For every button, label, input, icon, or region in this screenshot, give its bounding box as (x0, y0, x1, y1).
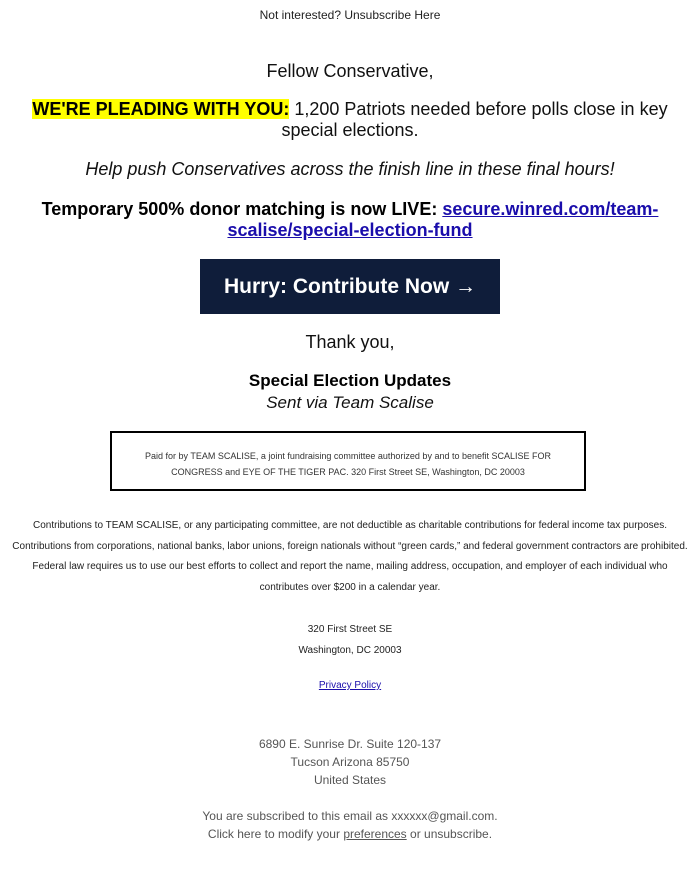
mailing-address-line-1: 6890 E. Sunrise Dr. Suite 120-137 (258, 737, 442, 751)
mailing-address (0, 735, 700, 789)
legal-disclaimer: Contributions to TEAM SCALISE, or any participating committee, are not deductible as charitable contributions for federal income tax purposes. Contributions from corporations, national banks, labor unions, foreign nationals without “green cards,” and federal government contractors are prohibited. Federal law requires us to use our best efforts to collect and report the name, mailing address, occupation, and employer of each individual who contributes over $200 in a calendar year. (12, 520, 688, 593)
privacy-policy-link[interactable]: Privacy Policy (318, 680, 382, 691)
matching-text: Temporary 500% donor matching is now LIVE: (41, 199, 443, 219)
committee-address (0, 619, 700, 661)
mailing-address-line-3: United States (313, 773, 387, 787)
paid-for-text: Paid for by TEAM SCALISE, a joint fundraising committee authorized by and to benefit SCALISE FOR CONGRESS and EYE OF THE TIGER PAC. 320 First Street SE, Washington, DC 20003 (144, 451, 552, 477)
modify-prefix: Click here to modify your (207, 827, 344, 841)
thanks-text: Thank you, (305, 332, 395, 352)
mailing-address-line-2: Tucson Arizona 85750 (290, 755, 410, 769)
subscribed-text: You are subscribed to this email as xxxxxx@gmail.com. (202, 809, 498, 823)
plea-highlight: WE'RE PLEADING WITH YOU: (32, 99, 290, 119)
signature-subtitle: Sent via Team Scalise (266, 393, 434, 412)
address-line-2: Washington, DC 20003 (298, 645, 402, 656)
plea-paragraph (20, 99, 680, 141)
signature-title: Special Election Updates (248, 371, 452, 390)
preferences-link[interactable]: preferences (343, 827, 407, 841)
modify-preferences-line (0, 825, 700, 843)
plea-text: 1,200 Patriots needed before polls close in key special elections. (281, 99, 668, 140)
subscription-notice (0, 807, 700, 843)
modify-suffix: or unsubscribe. (406, 827, 493, 841)
help-text: Help push Conservatives across the finish line in these final hours! (85, 159, 615, 179)
unsubscribe-link[interactable]: Not interested? Unsubscribe Here (259, 8, 441, 22)
privacy-policy-row (0, 680, 700, 691)
salutation: Fellow Conservative, (266, 61, 434, 81)
donation-link[interactable]: secure.winred.com/team-scalise/special-election-fund (227, 199, 659, 240)
paid-for-box (110, 431, 586, 491)
matching-paragraph (30, 199, 670, 241)
contribute-now-button[interactable]: Hurry: Contribute Now → (200, 259, 500, 314)
address-line-1: 320 First Street SE (307, 624, 393, 635)
